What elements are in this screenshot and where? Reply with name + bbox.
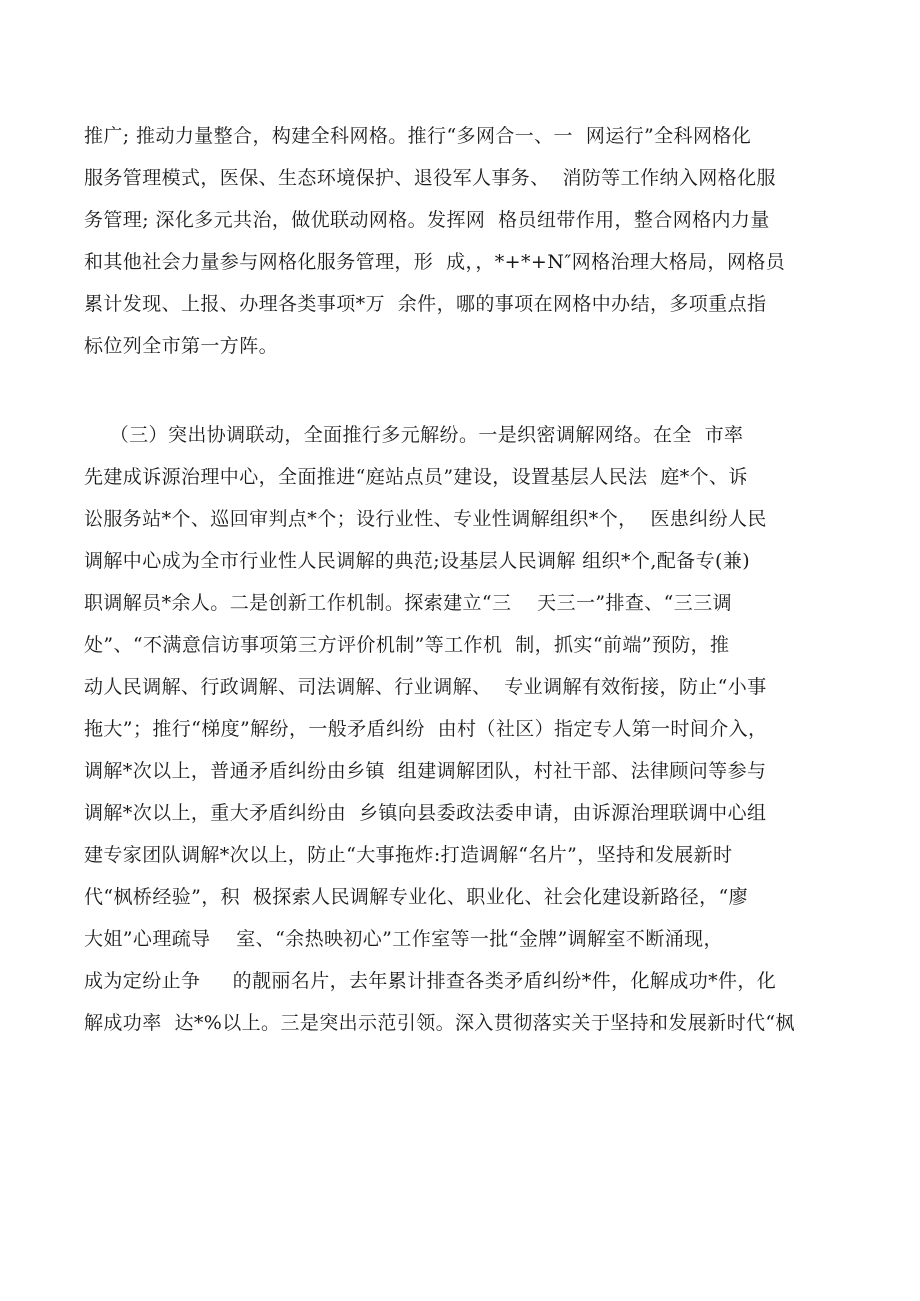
text-line: 调解*次以上，重大矛盾纠纷由 乡镇向县委政法委申请，由诉源治理联调中心组 [84,802,767,824]
text-line: 和其他社会力量参与网格化服务管理，形 成，，*+*+N″网格治理大格局，网格员 [84,251,786,273]
text-line: 大姐”心理疏导 室、“余热映初心”工作室等一批“金牌”调解室不断涌现， [84,928,723,950]
text-line: 推广; 推动力量整合，构建全科网格。推行“多网合一、一 网运行”全科网格化 [84,125,752,147]
text-line: 处”、“不满意信访事项第三方评价机制”等工作机 制，抓实“前端”预防，推 [84,634,730,656]
text-line: 拖大”；推行“梯度”解纷，一般矛盾纠纷 由村（社区）指定专人第一时间介入， [84,718,768,740]
text-line: （三）突出协调联动，全面推行多元解纷。一是织密调解网络。在全 市率 [84,424,744,446]
text-line: 职调解员*余人。二是创新工作机制。探索建立“三 天三一”排查、“三三调 [84,592,732,614]
text-line: 务管理; 深化多元共治，做优联动网格。发挥网 格员纽带作用，整合网格内力量 [84,209,770,231]
text-line: 先建成诉源治理中心，全面推进“庭站点员”建设，设置基层人民法 庭*个、诉 [84,466,748,488]
text-line: 标位列全市第一方阵。 [84,335,279,357]
text-line: 讼服务站*个、巡回审判点*个；设行业性、专业性调解组织*个， 医患纠纷人民 [84,508,767,530]
text-line: 服务管理模式，医保、生态环境保护、退役军人事务、 消防等工作纳入网格化服 [84,167,776,189]
text-line: 解成功率 达*%以上。三是突出示范引领。深入贯彻落实关于坚持和发展新时代“枫 [84,1012,795,1034]
text-line: 建专家团队调解*次以上，防止“大事拖炸:打造调解“名片”，坚持和发展新时 [84,844,733,866]
text-line: 累计发现、上报、办理各类事项*万 余件，哪的事项在网格中办结，多项重点指 [84,293,767,315]
text-line: 动人民调解、行政调解、司法调解、行业调解、 专业调解有效衔接，防止“小事 [84,676,767,698]
text-line: 调解中心成为全市行业性人民调解的典范;设基层人民调解 组织*个,配备专(兼) [84,550,751,572]
text-line: 代“枫桥经验”，积 极探索人民调解专业化、职业化、社会化建设新路径，“廖 [84,886,749,908]
text-line: 调解*次以上，普通矛盾纠纷由乡镇 组建调解团队，村社干部、法律顾问等参与 [84,760,767,782]
text-line: 成为定纷止争 的靓丽名片，去年累计排查各类矛盾纠纷*件，化解成功*件，化 [84,970,777,992]
